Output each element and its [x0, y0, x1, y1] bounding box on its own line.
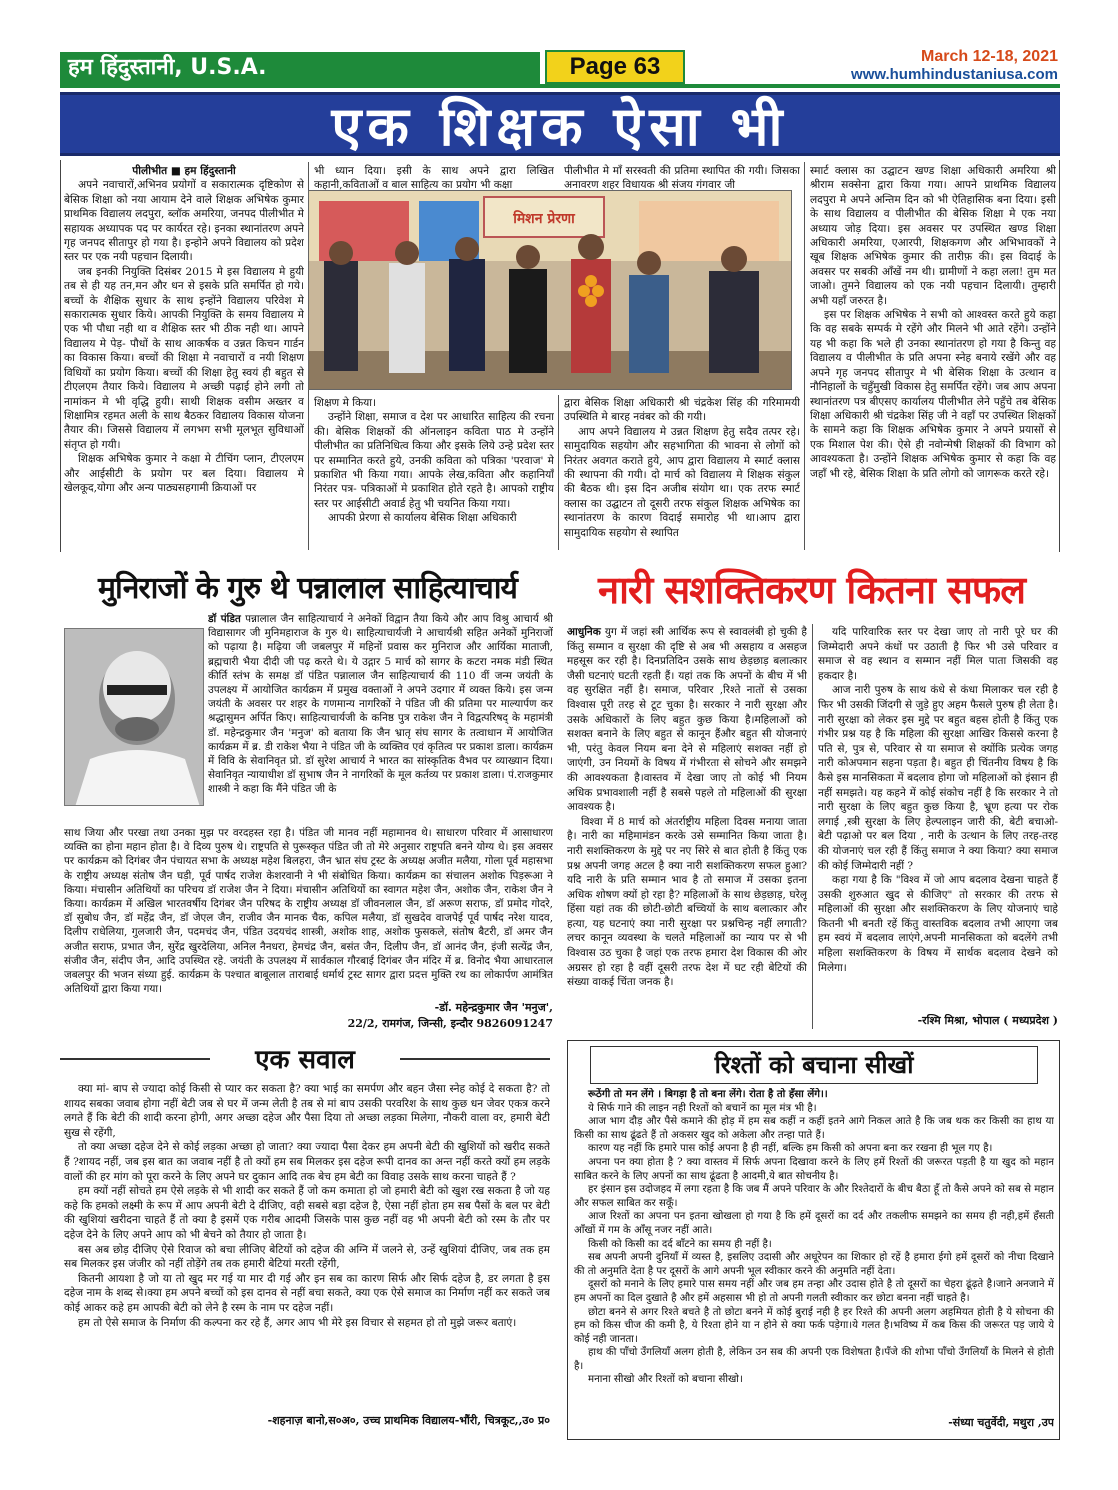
- paragraph: किसी को किसी का दर्द बाँटने का समय ही नहीं है।: [588, 1238, 772, 1250]
- ceremony-photo-illustration: [309, 191, 792, 390]
- section-rule: [400, 1058, 550, 1060]
- rishte-body: [574, 1088, 1054, 1414]
- section-rule: [60, 1058, 210, 1060]
- muniraj-lead: डॉ पंडित: [208, 613, 241, 625]
- paragraph: हर इंसान इस उदोजहद में लगा रहता है कि जब मैं अपने परिवार के और रिश्तेदारों के बीच बैठा हूँ तो कैसे अपने को सब से महान और सफल साबित कर सकूँ।: [574, 1184, 1054, 1209]
- paragraph: युग में जहां स्त्री आर्थिक रूप से स्वावलंबी हो चुकी है किंतु सम्मान व सुरक्षा की दृष्टि से अब भी असहाय व असहज महसूस कर रही है। दिनप्रतिदिन उसके साथ छेड़छाड़ बलात्कार जैसी घटनाएं घटती रहती हैं। यहां तक कि अपनों के बीच में भी वह सुरक्षित नहीं है। समाज, परिवार ,रिश्ते नातों से उसका विश्वास पूरी तरह से टूट चुका है। सरकार ने नारी सुरक्षा और उसके अधिकारों के लिए बहुत कुछ किया है।महिलाओं को सशक्त बनाने के लिए बहुत से कानून हैंऔर बहुत सी योजनाएं भी, परंतु केवल नियम बना देने से महिलाएं सशक्त नहीं हो जाएंगी, उन नियमों के विषय में गंभीरता से सोचने और समझने की आवश्यकता है।वास्तव में देखा जाए तो कोई भी नियम अधिक प्रभावशाली नहीं है सबसे पहले तो महिलाओं की सुरक्षा आवश्यक है।: [567, 626, 807, 814]
- newspaper-name: हम हिंदुस्तानी, U.S.A.: [60, 52, 540, 84]
- paragraph: दूसरों को मनाने के लिए हमारे पास समय नहीं और जब हम तन्हा और उदास होते है तो दूसरों का चेहरा ढूंढ़ते है।जाने अनजाने में हम अपनों का दिल दुखाते है और हमें अहसास भी हो तो अपनी गलती स्वीकार कर छोटा बनना नहीं चाहते है।: [574, 1279, 1054, 1304]
- photo-banner-text: मिशन प्रेरणा: [513, 211, 575, 227]
- paragraph: आपकी प्रेरणा से कार्यालय बेसिक शिक्षा अधिकारी: [328, 512, 517, 525]
- portrait-illustration: [65, 629, 204, 806]
- paragraph: द्वारा बेसिक शिक्षा अधिकारी श्री चंद्रकेश सिंह की गरिमामयी उपस्थिति मे बारह नवंबर को की गयी।: [564, 397, 800, 424]
- masthead-rule: [60, 84, 1060, 88]
- paragraph: क्या मां- बाप से ज्यादा कोई किसी से प्यार कर सकता है? क्या भाई का समर्पण और बहन जैसा स्नेह कोई दे सकता है? तो शायद सबका जवाब होगा नहीं बेटी जब से घर में जन्म लेती है तब से मां बाप उसकी परवरिश के साथ कुछ धन जेवर एकत्र करने लगते हैं कि बेटी की शादी करना होगी, अगर अच्छा दहेज और पैसा दिया तो अच्छा लड़का मिलेगा, नौकरी वाला वर, हमारी बेटी सुख से रहेंगी,: [64, 1083, 550, 1139]
- paragraph: पन्नालाल जैन साहित्याचार्य ने अनेकों विद्वान तैया किये और आप विश्रु आचार्य श्री विद्यासागर जी मुनिमहाराज के गुरु थे। साहित्याचार्यजी ने आचार्यश्री सहित अनेकों मुनिराजों को पढ़ाया है। मढ़िया जी जबलपुर में महिनों प्रवास कर मुनिराज और आर्यिका माताजी, ब्रह्मचारी भैया दीदी जी पढ़ करते थे। ये उद्गार 5 मार्च को सागर के कटरा नमक मंडी स्थित कीर्ति स्तंभ के समक्ष डॉ पंडित पन्नालाल जैन साहित्याचार्य की 110 वीं जन्म जयंती के उपलक्ष्य में आयोजित कार्यक्रम में प्रमुख वक्ताओं ने अपने उदगार में व्यक्त किये। इस जन्म जयंती के अवसर पर शहर के गणमान्य नागरिकों ने पंडित जी की प्रतिमा पर माल्यार्पण कर श्रद्धासुमन अर्पित किए। साहित्याचार्यजी के कनिष्ठ पुत्र राकेश जैन ने विद्वत्परिषद् के महामंत्री डॉ. महेन्द्रकुमार जैन 'मनुज' को बताया कि जैन भ्रातृ संघ सागर के तत्वाधान में आयोजित कार्यक्रम में ब्र. डी राकेश भैया ने पंडित जी के व्यक्तिव एवं कृतित्व पर प्रकाश डाला। कार्यक्रम में विवि के सेवानिवृत प्रो. डॉ सुरेश आचार्य ने भारत का सांस्कृतिक वैभव पर व्याख्यान दिया। सेवानिवृत न्यायाधीश डॉ सुभाष जैन ने नागरिकों के मूल कर्तव्य पर प्रकाश डाला। पं.राजकुमार शास्त्री ने कहा कि मैंने पंडित जी के: [208, 613, 553, 796]
- nari-signature-block: [818, 1014, 1058, 1032]
- paragraph: विश्वा में 8 मार्च को अंतर्राष्ट्रीय महिला दिवस मनाया जाता है। नारी का महिमामंडन करके उसे सम्मानित किया जाता है। नारी सशक्तिकरण के मुद्दे पर नए सिरे से बात होती है किंतु एक प्रश्न अपनी जगह अटल है क्या नारी सशक्तिकरण सफल हुआ? यदि नारी के प्रति सम्मान भाव है तो समाज में उसका इतना अधिक शोषण क्यों हो रहा है? महिलाओं के साथ छेड़छाड़, घरेलू हिंसा यहां तक की छोटी-छोटी बच्चियों के साथ बलात्कार और हत्या, यह घटनाएं क्या नारी सुरक्षा पर प्रश्नचिन्ह नहीं लगाती? लचर कानून व्यवस्था के चलते महिलाओं का न्याय पर से भी विश्वास उठ चुका है जहां एक तरफ हमारा देश विकास की ओर अग्रसर हो रहा है वहीं दूसरी तरफ देश में घट रही बेटियों की संख्या वाकई चिंता जनक है।: [567, 815, 807, 989]
- paragraph: स्मार्ट क्लास का उद्घाटन खण्ड शिक्षा अधिकारी अमरिया श्री श्रीराम सक्सेना द्वारा किया गया। आपने प्राथमिक विद्यालय लदपुरा मे अपने अन्तिम दिन को भी ऐतिहासिक बना दिया। इसी के साथ विद्यालय व पीलीभीत की बेसिक शिक्षा मे एक नया अध्याय जोड़ दिया। इस अवसर पर उपस्थित खण्ड शिक्षा अधिकारी अमरिया, एआरपी, शिक्षकगण और अभिभावकों ने खूब शिक्षक अभिषेक कुमार की तारीफ़ की। इस विदाई के अवसर पर सबकी आँखें नम थी। ग्रामीणों ने कहा लला! तुम मत जाओ। तुमने विद्यालय को एक नयी पहचान दिलायी। तुम्हारी अभी यहाँ जरुरत है।: [810, 165, 1056, 307]
- muniraj-headline: मुनिराजों के गुरु थे पन्नालाल साहित्याचार्य: [98, 571, 517, 606]
- paragraph: मनाना सीखो और रिश्तों को बचाना सीखो।: [588, 1374, 743, 1386]
- paragraph: कारण यह नहीं कि हमारे पास कोई अपना है ही नहीं, बल्कि हम किसी को अपना बना कर रखना ही भूल गए है।: [588, 1143, 993, 1155]
- page-number: Page 63: [545, 50, 685, 84]
- paragraph: हाथ की पाँचो उँगलियाँ अलग होती है, लेकिन उन सब की अपनी एक विशेषता है।पँजे की शोभा पाँचो उँगलियाँ के मिलने से होती है।: [574, 1347, 1054, 1372]
- rishte-headline: रिश्तों को बचाना सीखों: [714, 1051, 914, 1079]
- rishte-signature-block: [574, 1416, 1054, 1434]
- paragraph: उन्होंने शिक्षा, समाज व देश पर आधारित साहित्य की रचना की। बेसिक शिक्षकों की ऑनलाइन कविता पाठ मे उन्होंने पीलीभीत का प्रतिनिधित्व किया और इसके लिये उन्हे प्रदेश स्तर पर सम्मानित करते हुये, उनकी कविता को पत्रिका 'परवाज' मे प्रकाशित भी किया गया। आपके लेख,कविता और कहानियाँ निरंतर पत्र- पत्रिकाओं मे प्रकाशित होते रहते है। आपको राष्ट्रीय स्तर पर आईसीटी अवार्ड हेतु भी चयनित किया गया।: [314, 411, 554, 510]
- muniraj-text-continued: [64, 826, 553, 998]
- ek-sawal-signature-block: [64, 1414, 550, 1432]
- author-signature: -संध्या चतुर्वेदी, मथुरा ,उप: [948, 1416, 1054, 1429]
- paragraph: आप अपने विद्यालय मे उन्नत शिक्षण हेतु सदैव तत्पर रहे। सामुदायिक सहयोग और सहभागिता की भावना से लोगों को निरंतर अवगत कराते हुये, आप द्वारा विद्यालय मे स्मार्ट क्लास की स्थापना की गयी। दो मार्च को विद्यालय मे शिक्षक संकुल की बैठक थी। इस दिन अजीब संयोग था। एक तरफ स्मार्ट क्लास का उद्घाटन तो दूसरी तरफ संकुल शिक्षक अभिषेक का स्थानांतरण के कारण विदाई समारोह भी था।आप द्वारा सामुदायिक सहयोग से स्थापित: [564, 425, 800, 539]
- ek-sawal-body: [64, 1082, 550, 1412]
- paragraph: अपने नवाचारों,अभिनव प्रयोगों व सकारात्मक दृष्टिकोण से बेसिक शिक्षा को नया आयाम देने वाले शिक्षक अभिषेक कुमार प्राथमिक विद्यालय लदपुरा, ब्लॉक अमरिया, जनपद पीलीभीत मे सहायक अध्यापक पद पर कार्यरत रहे। इनका स्थानांतरण अपने गृह जनपद सीतापुर हो गया है। इन्होने अपने विद्यालय को प्रदेश स्तर पर एक नयी पहचान दिलायी।: [64, 179, 304, 264]
- paragraph: बस अब छोड़ दीजिए ऐसे रिवाज को बचा लीजिए बेटियों को दहेज की अग्नि में जलने से, उन्हें खुशियां दीजिए, जब तक हम सब मिलकर इस जंजीर को नहीं तोड़ेंगे तब तक हमारी बेटियां मरती रहेंगी,: [64, 1243, 550, 1271]
- website-link[interactable]: www.humhindustaniusa.com: [851, 66, 1058, 83]
- paragraph: तो क्या अच्छा दहेज देने से कोई लड़का अच्छा हो जाता? क्या ज्यादा पैसा देकर हम अपनी बेटी की खुशियों को खरीद सकते हैं ?शायद नहीं, जब इस बात का जवाब नहीं है तो क्यों हम सब मिलकर इस दहेज रूपी दानव का अन्त नहीं करते क्यों हम लड़के वालों की हर मांग को पूरा करने के लिए अपने घर दुकान आदि तक बेच हम बेटी का विवाह उसके साथ करना चाहते हैं ?: [64, 1141, 550, 1183]
- nari-lead: आधुनिक: [567, 626, 601, 638]
- paragraph: भी ध्यान दिया। इसी के साथ अपने द्वारा लिखित कहानी,कविताओं व बाल साहित्य का प्रयोग भी कक्षा: [314, 165, 554, 192]
- paragraph: पीलीभीत मे माँ सरस्वती की प्रतिमा स्थापित की गयी। जिसका अनावरण शहर विधायक श्री संजय गंगवार जी: [564, 165, 800, 192]
- paragraph: सब अपनी अपनी दुनियाँ में व्यस्त है, इसलिए उदासी और अधूरेपन का शिकार हो रहें है हमारा ईगो हमें दूसरों को नीचा दिखाने की तो अनुमति देता है पर दूसरों के आगे अपनी भूल स्वीकार करने की अनुमति नहीं देता।: [574, 1252, 1054, 1277]
- lead-article-column-2: [314, 396, 554, 548]
- paragraph: कितनी आयशा है जो या तो खुद मर गई या मार दी गई और इन सब का कारण सिर्फ और सिर्फ दहेज है, डर लगता है इस दहेज नाम के शब्द से।क्या हम अपने बच्चों को इस दानव से नहीं बचा सकते, क्या एक ऐसे समाज का निर्माण नहीं कर सकते जब कोई आकर कहे हम आपकी बेटी को लेने है रस्म के नाम पर दहेज नहीं।: [64, 1272, 550, 1314]
- nari-column-1: [567, 625, 807, 1030]
- author-signature: -रश्मि मिश्रा, भोपाल ( मध्यप्रदेश ): [917, 1014, 1058, 1027]
- dateline: पीलीभीत ■ हम हिंदुस्तानी: [132, 165, 236, 177]
- lead-headline: एक शिक्षक ऐसा भी: [60, 92, 1060, 156]
- nari-column-2: [818, 625, 1058, 1015]
- portrait-photo: [64, 628, 204, 806]
- author-signature: -शहनाज़ बानो,स०अ०, उच्च प्राथमिक विद्यालय-भौंरी, चित्रकूट,,उ० प्र०: [267, 1414, 550, 1427]
- column-divider: [804, 162, 805, 550]
- paragraph: यदि पारिवारिक स्तर पर देखा जाए तो नारी पूरे घर की जिम्मेदारी अपने कंधों पर उठाती है फिर भी उसे परिवार व समाज से वह स्थान व सम्मान नहीं मिल पाता जिसकी वह हकदार है।: [818, 626, 1058, 682]
- paragraph: इस पर शिक्षक अभिषेक ने सभी को आश्वस्त करते हुये कहा कि वह सबके सम्पर्क मे रहेंगे और मिलने भी आते रहेंगे। उन्होंने यह भी कहा कि भले ही उनका स्थानांतरण हो गया है किन्तु वह विद्यालय व पीलीभीत के प्रति अपना स्नेह बनाये रखेंगे और वह अपने गृह जनपद सीतापुर मे भी बेसिक शिक्षा के उत्थान व नौनिहालों के चहुँमुखी विकास हेतु समर्पित रहेंगे। जब आप अपना स्थानांतरण पत्र बीएसए कार्यालय पीलीभीत लेने पहुँचे तब बेसिक शिक्षा अधिकारी श्री चंद्रकेश सिंह जी ने वहाँ पर उपस्थित शिक्षकों के सामने कहा कि शिक्षक अभिषेक कुमार ने अपने प्रयासों से एक मिशाल पेश की। ऐसे ही नवोन्मेषी शिक्षकों की विभाग को आवश्यकता है। उन्होंने शिक्षक अभिषेक कुमार से कहा कि वह जहाँ भी रहे, बेसिक शिक्षा के प्रति लोगो को जागरूक करते रहे।: [810, 309, 1056, 480]
- paragraph: आज रिश्तों का अपना पन इतना खोखला हो गया है कि हमें दूसरों का दर्द और तकलीफ समझने का समय ही नही,हमें हँसती आँखों में गम के आँसू नजर नहीं आते।: [574, 1211, 1054, 1236]
- paragraph: हम तो ऐसे समाज के निर्माण की कल्पना कर रहे हैं, अगर आप भी मेरे इस विचार से सहमत हो तो मुझे जरूर बताएं।: [78, 1316, 517, 1329]
- lead-article-column-3: [564, 396, 800, 548]
- author-address: 22/2, रामगंज, जिन्सी, इन्दौर 9826091247: [347, 1017, 553, 1030]
- paragraph: आज भाग दौड़ और पैसे कमाने की होड़ में हम सब कहीं न कहीं इतने आगे निकल आते है कि जब थक कर किसी का हाथ या किसी का साथ ढूंढते हैं तो अकसर खुद को अकेला और तन्हा पाते हैं।: [574, 1116, 1054, 1141]
- rishte-lead: रूठेंगी तो मन लेंगे । बिगड़ा है तो बना लेंगे। रोता है तो हँसा लेंगे।।: [588, 1088, 828, 1100]
- paragraph: हम क्यों नहीं सोचते हम ऐसे लड़के से भी शादी कर सकते हैं जो कम कमाता हो जो हमारी बेटी को खुश रख सकता है जो यह कहे कि हमको लक्ष्मी के रूप में आप अपनी बेटी दे दीजिए, वही सबसे बड़ा दहेज है, ऐसा नहीं होता हम सब पैसों के बल पर बेटी की खुशियां खरीदना चाहते हैं तो क्या है इसमें एक गरीब आदमी जिसके पास कुछ नहीं वह भी अपनी बेटी को रस्म के तौर पर दहेज देने के लिए अपने आप को भी बेचने को तैयार हो जाता है।: [64, 1185, 550, 1241]
- lead-article-column-4: [810, 164, 1056, 548]
- paragraph: शिक्षण मे किया।: [314, 397, 377, 409]
- column-divider: [812, 624, 813, 1029]
- nari-headline: नारी सशक्तिकरण कितना सफल: [598, 568, 1025, 612]
- author-signature: -डॉ. महेन्द्रकुमार जैन 'मनुज',: [434, 1001, 553, 1014]
- paragraph: शिक्षक अभिषेक कुमार ने कक्षा मे टीचिंग प्लान, टीएलएम और आईसीटी के प्रयोग पर बल दिया। विद्यालय मे खेलकूद,योगा और अन्य पाठ्यसहगामी क्रियाओं पर: [64, 453, 304, 494]
- issue-date: March 12-18, 2021: [921, 48, 1058, 65]
- paragraph: जब इनकी नियुक्ति दिसंबर 2015 मे इस विद्यालय मे हुयी तब से ही यह तन,मन और धन से इसके प्रति समर्पित हो गये। बच्चों के शैक्षिक सुधार के साथ इन्होंने विद्यालय परिवेश मे सकारात्मक सुधार किये। आपकी नियुक्ति के समय विद्यालय मे एक भी पौधा नही था व शैक्षिक स्तर भी ठीक नही था। आपने विद्यालय मे पेड़- पौधों के साथ आकर्षक व उन्नत किचन गार्डन का विकास किया। बच्चों की शिक्षा मे नवाचारों व नयी शिक्षण विधियों का प्रयोग किया। बच्चों की शिक्षा हेतु स्वयं ही बहुत से टीएलएम तैयार किये। विद्यालय मे अच्छी पढ़ाई होने लगी तो नामांकन मे भी वृद्धि हुयी। साथी शिक्षक वसीम अख्तर व शिक्षामित्र रहमत अली के साथ बैठकर विद्यालय विकास योजना तैयार की। जिससे विद्यालय में लगभग सभी मूलभूत सुविधाओं संतृप्त हो गयी।: [64, 265, 304, 451]
- muniraj-signature-block: [64, 1000, 553, 1036]
- column-divider: [558, 395, 559, 550]
- paragraph: ये सिर्फ गाने की लाइन नही रिश्तों को बचानें का मूल मंत्र भी है।: [588, 1102, 817, 1114]
- ek-sawal-headline: एक सवाल: [255, 1045, 355, 1075]
- paragraph: छोटा बनने से अगर रिश्ते बचते है तो छोटा बनने में कोई बुराई नही है हर रिश्ते की अपनी अलग अहमियत होती है ये सोचना की हम को किस चीज की कमी है, ये रिश्ता होने या न होने से क्या फर्क पड़ेगा।ये गलत है।भविष्य में कब किस की जरूरत पड़ जाये ये कोई नही जानता।: [574, 1306, 1054, 1345]
- paragraph: साथ जिया और परखा तथा उनका मुझ पर वरदहस्त रहा है। पंडित जी मानव नहीं महामानव थे। साधारण परिवार में आसाधारण व्यक्ति का होना महान होता है। वे दिव्य पुरुष थे। राष्ट्रपति से पुरूस्कृत पंडित जी तो मेरे अनुसार राष्ट्रपति बनने योग्य थे। इस अवसर पर कार्यक्रम को दिगंबर जैन पंचायत सभा के अध्यक्ष महेश बिलहरा, जैन भ्रात संघ ट्रस्ट के अध्यक्ष अजीत मलैया, गोला पूर्व महासभा के राष्ट्रीय अध्यक्ष संतोष जैन घड़ी, पूर्व पार्षद राजेश केशरवानी ने भी संबोधित किया। कार्यक्रम का संचालन अशोक पिड़रूआ ने किया। मंचासीन अतिथियों का परिचय डॉ राजेश जैन ने दिया। मंचासीन अतिथियों का स्वागत महेश जैन, अशोक जैन, राकेश जैन ने किया। कार्यक्रम में अखिल भारतवर्षीय दिगंबर जैन परिषद के राष्ट्रीय अध्यक्ष डॉ जीवनलाल जैन, डॉ अरूण सराफ, डॉ प्रमोद गोदरे, डॉ सुबोध जैन, डॉ महेंद्र जैन, डॉ जेएल जैन, राजीव जैन मानक चैक, कपिल मलैया, डॉ सुखदेव वाजपेई पूर्व पार्षद नरेश यादव, दिलीप राधेलिया, गुलजारी जैन, पदमचंद जैन, पंडित उदयचंद शास्त्री, अशोक शाह, अशोक फुसकले, संतोष बैटरी, डॉ अमर जैन अजीत सराफ, प्रभात जैन, सुरेंद्र खुरदेलिया, अनिल नैनधरा, हेमचंद्र जैन, बसंत जैन, दिलीप जैन, डॉ आनंद जैन, इंजी सत्येंद्र जैन, संजीव जैन, संदीप जैन, आदि उपस्थित रहे. जयंती के उपलक्ष्य में सार्वकाल गौरबाई दिगंबर जैन मंदिर में ब्र. विनोद भैया आधारताल जबलपुर की भजन संध्या हुई. कार्यक्रम के पश्चात बाबूलाल ताराबाई धर्मार्थ ट्रस्ट सागर द्वारा प्रदत्त मुक्ति रथ का लोकार्पण आमंत्रित अतिथियों द्वारा किया गया।: [64, 827, 553, 996]
- paragraph: अपना पन क्या होता है ? क्या वास्तव में सिर्फ अपना दिखावा करने के लिए हमें रिश्तों की जरूरत पड़ती है या खुद को महान साबित करने के लिए अपनों का साथ ढूंढता है आदमी,ये बात सोचनीय है।: [574, 1156, 1054, 1182]
- paragraph: कहा गया है कि "विश्व में जो आप बदलाव देखना चाहते हैं उसकी शुरुआत खुद से कीजिए" तो सरकार की तरफ से महिलाओं की सुरक्षा और सशक्तिकरण के लिए योजनाएं चाहे कितनी भी बनती रहें किंतु वास्तविक बदलाव तभी आएगा जब हम स्वयं में बदलाव लाएंगे,अपनी मानसिकता को बदलेंगे तभी महिला सशक्तिकरण के विषय में सार्थक बदलाव देखने को मिलेगा।: [818, 874, 1058, 974]
- paragraph: आज नारी पुरुष के साथ कंधे से कंधा मिलाकर चल रही है फिर भी उसकी जिंदगी से जुड़े हुए अहम फैसले पुरुष ही लेता है। नारी सुरक्षा को लेकर इस मुद्दे पर बहुत बहस होती है किंतु एक गंभीर प्रश्न यह है कि महिला की सुरक्षा आखिर किससे करना है पति से, पुत्र से, परिवार से या समाज से क्योंकि प्रत्येक जगह नारी कोअपमान सहना पड़ता है। बहुत ही चिंतनीय विषय है कि कैसे इस मानसिकता में बदलाव होगा जो महिलाओं को इंसान ही नहीं समझते। यह कहने में कोई संकोच नहीं है कि सरकार ने तो नारी सुरक्षा के लिए बहुत कुछ किया है, भ्रूण हत्या पर रोक लगाई ,स्त्री सुरक्षा के लिए हेल्पलाइन जारी की, बेटी बचाओ- बेटी पढ़ाओ पर बल दिया , नारी के उत्थान के लिए तरह-तरह की योजनाएं चल रही हैं किंतु समाज ने क्या किया? क्या समाज की कोई जिम्मेदारी नहीं ?: [818, 684, 1058, 872]
- ceremony-photo: [308, 190, 792, 390]
- muniraj-text-wrap: [208, 612, 553, 824]
- lead-article-column-1: [64, 164, 304, 548]
